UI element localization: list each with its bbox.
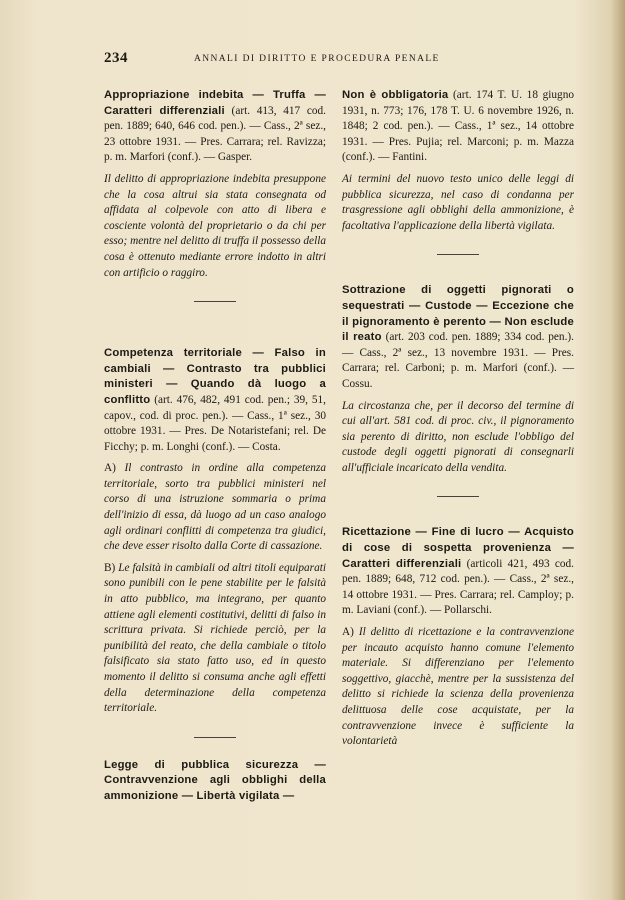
entry-ricettazione — [342, 525, 574, 749]
entry-title: Legge di pubblica sicurezza — Contravvenzione agli obblighi della ammonizione — Libertà vigilata — — [104, 758, 326, 802]
entry-pubblica-sicurezza — [104, 758, 326, 805]
entry-title: Non è obbligatoria — [342, 89, 449, 101]
entry-competenza-territoriale — [104, 346, 326, 717]
entry-heading — [104, 758, 326, 805]
left-column — [104, 88, 326, 805]
entry-maxim: Il delitto di appropriazione indebita presuppone che la cosa altrui sia stata consegnata od affidata al colpevole con atto di libera e cosciente volontà del proprietario o da chi per esso; mentre nel delitto di truffa il possesso della cosa è ottenuto mediante errore indotto in altri con artificio o raggiro. — [104, 172, 326, 279]
entry-heading — [104, 88, 326, 166]
entry-citation: (art. 476, 482, 491 cod. pen.; 39, 51, capov., cod. di proc. pen.). — Cass., 1ª sez., 30 ottobre 1931. — Pres. De Notaristefani; rel. De Ficchy; p. m. Longhi (conf.). — Costa. — [104, 393, 326, 453]
maxim-label: A) — [104, 462, 116, 475]
page-edge-shadow — [611, 0, 625, 900]
page-number: 234 — [104, 50, 128, 66]
entry-title: Appropriazione indebita — Truffa — Caratteri differenziali — [104, 89, 326, 117]
entry-maxim: La circostanza che, per il decorso del termine di cui all'art. 581 cod. di proc. civ., il pignoramento sia perento di diritto, non esclude l'obbligo del custode degli oggetti pignorati di consegnarli all'ufficiale incaricato della vendita. — [342, 399, 574, 474]
maxim-label: A) — [342, 626, 354, 639]
entry-maxim-a — [342, 625, 574, 750]
entry-heading — [342, 283, 574, 392]
running-head: ANNALI DI DIRITTO E PROCEDURA PENALE — [194, 54, 440, 64]
entry-citation: (art. 174 T. U. 18 giugno 1931, n. 773; 176, 178 T. U. 6 novembre 1926, n. 1848; 2 cod. pen.). — Cass., 1ª sez., 14 ottobre 1931. — Pres. Pujia; rel. Marconi; p. m. Mazza (conf.). — Fantini. — [342, 89, 574, 164]
entry-heading — [104, 346, 326, 455]
maxim-text: Il contrasto in ordine alla competenza territoriale, sorto tra pubblici ministeri nel corso di una istruzione sommaria o prima dell'inizio di essa, dà luogo ad un caso analogo agli ordinari conflitti di competenza tra giudici, che deve esser risolto dalla Corte di cassazione. — [104, 462, 326, 553]
entry-citation: (art. 413, 417 cod. pen. 1889; 640, 646 cod. pen.). — Cass., 2ª sez., 23 ottobre 1931. — Pres. Carrara; rel. Ravizza; p. m. Marfori (conf.). — Gasper. — [104, 104, 326, 164]
maxim-text: Il delitto di ricettazione e la contravvenzione per incauto acquisto hanno comune l'elemento materiale. Si differenziano per l'elemento soggettivo, giacchè, mentre per la sussistenza del delitto si richiede la scienza della provenienza delittuosa delle cose acquistate, per la contravvenzione invece è sufficiente la volontarietà — [342, 626, 575, 748]
entry-sottrazione-oggetti — [342, 283, 574, 476]
entry-pubblica-sicurezza-continued — [342, 88, 574, 234]
entry-heading — [342, 88, 574, 166]
entry-title: Ricettazione — Fine di lucro — Acquisto di cose di sospetta provenienza — Caratteri differenziali — [342, 526, 574, 570]
entry-heading — [342, 525, 574, 619]
maxim-text: Le falsità in cambiali od altri titoli equiparati sono punibili con le pene stabilite per le falsità in atto pubblico, ma integrano, per quanto attiene agli elementi costitutivi, delitti di falso in scrittura privata. Si richiede perciò, per la punibilità del reato, che della cambiale o titolo falsificato sia stato fatto uso, ed in questo momento il delitto si consuma anche agli effetti della determinazione della competenza territoriale. — [104, 561, 326, 715]
entry-citation: (articoli 421, 493 cod. pen. 1889; 648, 712 cod. pen.). — Cass., 2ª sez., 14 ottobre 1931. — Pres. Carrara; rel. Camploy; p. m. Laviani (conf.). — Pollarschi. — [342, 557, 574, 617]
entry-maxim: Ai termini del nuovo testo unico delle leggi di pubblica sicurezza, nel caso di condanna per trasgressione agli obblighi della ammonizione, è facoltativa l'applicazione della libertà vigilata. — [342, 172, 574, 232]
page-header — [104, 50, 574, 70]
entry-appropriazione-indebita — [104, 88, 326, 281]
right-column — [342, 88, 574, 750]
entry-title: Competenza territoriale — Falso in cambiali — Contrasto tra pubblici ministeri — Quando dà luogo a conflitto — [104, 347, 326, 406]
entry-title: Sottrazione di oggetti pignorati o sequestrati — Custode — Eccezione che il pignoramento è perento — Non esclude il reato — [342, 284, 574, 344]
entry-citation: (art. 203 cod. pen. 1889; 334 cod. pen.). — Cass., 2ª sez., 13 novembre 1931. — Pres. Carrara; rel. Carboni; p. m. Marfori (conf.). — Cossu. — [342, 331, 574, 390]
maxim-label: B) — [104, 561, 116, 574]
entry-maxim-a — [104, 461, 326, 555]
entry-maxim-b — [104, 561, 326, 717]
